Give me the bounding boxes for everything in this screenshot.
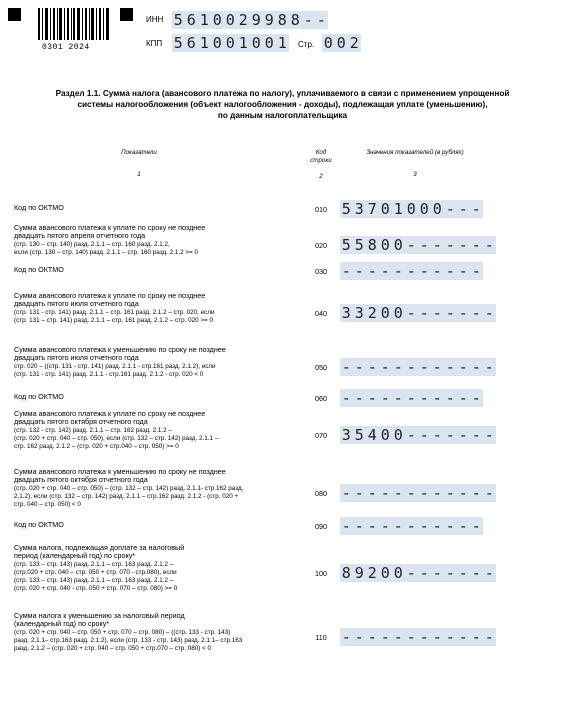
char-cell: - [471, 262, 481, 280]
char-cell: 0 [393, 236, 403, 254]
row-description [14, 468, 299, 509]
char-cell: - [354, 517, 364, 535]
char-cell: 0 [225, 34, 235, 52]
char-cell: - [432, 564, 442, 582]
corner-marker [8, 8, 21, 21]
char-cell: 3 [341, 426, 351, 444]
char-cell: - [445, 517, 455, 535]
row-value-field[interactable] [340, 426, 496, 444]
row-formula-line: (стр. 020 + стр. 040 - стр. 050 + стр. 070 – стр. 080) >= 0 [14, 585, 178, 593]
char-cell: 5 [173, 34, 183, 52]
col-number-1: 1 [137, 171, 141, 178]
char-cell: - [419, 262, 429, 280]
char-cell: - [354, 389, 364, 407]
char-cell: - [484, 628, 494, 646]
row-code: 110 [315, 633, 327, 642]
row-description-line: Код по ОКТМО [14, 265, 64, 274]
char-cell: - [341, 628, 351, 646]
char-cell: - [367, 517, 377, 535]
char-cell: - [406, 304, 416, 322]
char-cell: 5 [173, 11, 183, 29]
char-cell: - [393, 628, 403, 646]
row-description [14, 393, 299, 401]
row-description [14, 292, 299, 325]
char-cell: - [445, 304, 455, 322]
char-cell: 0 [380, 304, 390, 322]
row-description-line: период (календарный год) по сроку* [14, 551, 136, 561]
row-formula-line: 2.1.2), если (стр. 132 – стр. 142) разд. 2.1.1 – стр.162 разд. 2.1.2 - (стр. 020 + [14, 492, 239, 500]
char-cell: 2 [367, 564, 377, 582]
char-cell: - [341, 389, 351, 407]
char-cell: - [458, 484, 468, 502]
barcode [8, 8, 133, 54]
col-header-values: Значения показателей (в рублях) [366, 149, 464, 156]
row-description-line: Сумма авансового платежа к уменьшению по сроку не позднее [14, 345, 226, 354]
row-description-line: двадцать пятого апреля отчетного года [14, 231, 146, 241]
row-formula-line: (стр. 130 – стр. 140) разд. 2.1.1 – стр. 160 разд. 2.1.2, [14, 240, 170, 248]
char-cell: 0 [380, 236, 390, 254]
char-cell: - [406, 358, 416, 376]
col-header-code: Код строки [310, 149, 332, 164]
char-cell: - [354, 262, 364, 280]
char-cell: - [445, 564, 455, 582]
row-code: 030 [315, 267, 327, 276]
row-description-line: Сумма налога к уменьшению за налоговый период [14, 611, 185, 620]
char-cell: 3 [354, 304, 364, 322]
char-cell: 6 [186, 34, 196, 52]
char-cell: - [406, 389, 416, 407]
char-cell: - [471, 426, 481, 444]
char-cell: - [393, 389, 403, 407]
char-cell: - [445, 426, 455, 444]
row-formula-line: (стр. 020 + стр. 040 – стр. 050 + стр. 070 – стр. 080) – ((стр. 133 - стр. 143) [14, 628, 231, 636]
row-formula-line: (стр. 131 – стр. 141) разд. 2.1.1 – стр. 161 разд. 2.1.2 – стр. 020 >= 0 [14, 316, 213, 324]
row-value-field[interactable] [340, 262, 483, 280]
char-cell: - [419, 389, 429, 407]
char-cell: - [471, 389, 481, 407]
char-cell: - [471, 564, 481, 582]
char-cell: 0 [336, 34, 346, 52]
row-code: 090 [315, 522, 327, 531]
char-cell: 8 [290, 11, 300, 29]
row-value-field[interactable] [340, 628, 496, 646]
char-cell: - [341, 358, 351, 376]
row-value-field[interactable] [340, 236, 496, 254]
char-cell: 0 [251, 34, 261, 52]
char-cell: - [419, 236, 429, 254]
char-cell: - [445, 262, 455, 280]
char-cell: 5 [354, 426, 364, 444]
char-cell: 9 [264, 11, 274, 29]
row-code: 100 [315, 569, 327, 578]
row-formula-line: (стр. 132 - стр. 142) разд. 2.1.1 – стр. 162 разд. 2.1.2 – [14, 426, 172, 434]
char-cell: - [458, 262, 468, 280]
char-cell: - [380, 262, 390, 280]
char-cell: - [354, 484, 364, 502]
char-cell: - [432, 304, 442, 322]
char-cell: - [367, 389, 377, 407]
char-cell: - [471, 628, 481, 646]
char-cell: 0 [380, 200, 390, 218]
page-label: Стр. [298, 40, 315, 49]
char-cell: 0 [393, 564, 403, 582]
char-cell: 0 [380, 564, 390, 582]
char-cell: - [432, 628, 442, 646]
row-description-line: Сумма авансового платежа к уплате по сроку не позднее [14, 291, 206, 300]
row-description [14, 612, 299, 653]
row-code: 010 [315, 205, 327, 214]
row-description-line: Сумма авансового платежа к уплате по сроку не позднее [14, 223, 206, 232]
char-cell: - [419, 304, 429, 322]
row-description-line: Сумма авансового платежа к уплате по сроку не позднее [14, 409, 206, 418]
row-description [14, 266, 299, 274]
row-formula-line: (стр.020 + стр. 040 – стр. 050 + стр. 070 - стр.080), если [14, 568, 177, 576]
char-cell: 2 [238, 11, 248, 29]
char-cell: - [406, 236, 416, 254]
char-cell: 1 [277, 34, 287, 52]
row-formula-line: (стр. 133 – стр. 143) разд. 2.1.1 – стр. 163 разд. 2.1.2 – [14, 577, 174, 585]
barcode-bars [38, 8, 110, 40]
char-cell: - [458, 304, 468, 322]
row-description [14, 346, 299, 379]
kpp-field [172, 34, 289, 52]
page-number-field [322, 34, 361, 52]
char-cell: - [484, 564, 494, 582]
inn-label: ИНН [146, 15, 164, 24]
char-cell: 1 [393, 200, 403, 218]
char-cell: - [341, 517, 351, 535]
char-cell: - [471, 236, 481, 254]
char-cell: - [380, 628, 390, 646]
char-cell: - [458, 200, 468, 218]
row-formula-line: разд. 2.1.1– стр.163 разд. 2.1.2), если (стр. 133 - стр. 143) разд. 2.1.1– стр.163 [14, 636, 243, 644]
char-cell: 3 [354, 200, 364, 218]
char-cell: - [458, 236, 468, 254]
char-cell: - [432, 426, 442, 444]
char-cell: - [393, 262, 403, 280]
row-description-line: двадцать пятого июля отчетного года [14, 299, 139, 309]
char-cell: - [380, 389, 390, 407]
char-cell: 0 [393, 304, 403, 322]
row-formula-line: стр. 040 – стр. 050) < 0 [14, 501, 81, 509]
char-cell: 0 [212, 34, 222, 52]
row-description-line: Код по ОКТМО [14, 392, 64, 401]
row-code: 040 [315, 309, 327, 318]
char-cell: - [458, 517, 468, 535]
char-cell: - [406, 484, 416, 502]
char-cell: 0 [432, 200, 442, 218]
char-cell: 0 [419, 200, 429, 218]
char-cell: 1 [199, 34, 209, 52]
char-cell: - [367, 358, 377, 376]
row-value-field[interactable] [340, 304, 496, 322]
char-cell: - [406, 517, 416, 535]
row-description [14, 521, 299, 529]
char-cell: - [471, 484, 481, 502]
char-cell: 4 [367, 426, 377, 444]
char-cell: - [471, 358, 481, 376]
char-cell: - [419, 517, 429, 535]
char-cell: 0 [264, 34, 274, 52]
char-cell: - [367, 628, 377, 646]
char-cell: - [432, 484, 442, 502]
row-description [14, 410, 299, 451]
char-cell: - [419, 564, 429, 582]
char-cell: - [471, 200, 481, 218]
char-cell: 0 [393, 426, 403, 444]
char-cell: - [471, 517, 481, 535]
char-cell: - [458, 628, 468, 646]
inn-field [172, 11, 328, 29]
char-cell: 9 [251, 11, 261, 29]
row-formula-line: разд. 2.1.2 – (стр. 020 + стр. 040 – стр. 050 + стр.070 – стр. 080) < 0 [14, 645, 212, 653]
col-number-2: 2 [319, 173, 323, 180]
char-cell: - [419, 426, 429, 444]
char-cell: - [354, 358, 364, 376]
char-cell: 2 [349, 34, 359, 52]
row-code: 060 [315, 394, 327, 403]
row-formula-line: стр. 162 разд. 2.1.2 – (стр. 020 + стр.040 – стр. 050) >= 0 [14, 443, 179, 451]
row-description-line: двадцать пятого октября отчетного года [14, 475, 148, 485]
row-code: 080 [315, 489, 327, 498]
char-cell: 5 [341, 236, 351, 254]
char-cell: - [458, 358, 468, 376]
col-header-indicators: Показатели [121, 149, 157, 156]
row-formula-line: (стр. 020 + стр. 040 – стр. 050) – (стр. 132 – стр. 142) разд. 2.1.1- стр.162 разд. [14, 484, 244, 492]
char-cell: - [341, 484, 351, 502]
char-cell: 0 [406, 200, 416, 218]
char-cell: 5 [341, 200, 351, 218]
char-cell: 2 [367, 304, 377, 322]
char-cell: 0 [212, 11, 222, 29]
char-cell: - [367, 484, 377, 502]
char-cell: - [303, 11, 313, 29]
char-cell: - [367, 262, 377, 280]
char-cell: 0 [380, 426, 390, 444]
char-cell: - [432, 358, 442, 376]
row-description-line: Сумма налога, подлежащая доплате за налоговый [14, 543, 185, 552]
char-cell: - [393, 358, 403, 376]
row-description-line: Сумма авансового платежа к уменьшению по сроку не позднее [14, 467, 226, 476]
char-cell: - [445, 484, 455, 502]
char-cell: - [432, 389, 442, 407]
char-cell: - [393, 484, 403, 502]
char-cell: - [419, 358, 429, 376]
section-title: Раздел 1.1. Сумма налога (авансового платежа по налогу), уплачиваемого в связи с применением упрощенной системы налогообложения (объект налогообложения - доходы), подлежащая уплате (уменьшению), по данным налогоплательщика [55, 89, 510, 120]
char-cell: - [484, 358, 494, 376]
char-cell: - [341, 262, 351, 280]
char-cell: - [316, 11, 326, 29]
row-code: 070 [315, 431, 327, 440]
kpp-label: КПП [146, 39, 163, 48]
char-cell: 6 [186, 11, 196, 29]
char-cell: - [380, 358, 390, 376]
char-cell: - [484, 304, 494, 322]
char-cell: - [432, 262, 442, 280]
char-cell: - [432, 517, 442, 535]
char-cell: - [354, 628, 364, 646]
row-value-field[interactable] [340, 200, 483, 218]
char-cell: - [393, 517, 403, 535]
char-cell: - [458, 426, 468, 444]
char-cell: - [445, 358, 455, 376]
char-cell: 5 [354, 236, 364, 254]
char-cell: - [406, 426, 416, 444]
row-value-field[interactable] [340, 358, 496, 376]
char-cell: - [432, 236, 442, 254]
char-cell: 0 [323, 34, 333, 52]
char-cell: - [406, 564, 416, 582]
row-description [14, 544, 299, 594]
row-description [14, 204, 299, 212]
row-description-line: двадцать пятого июля отчетного года [14, 353, 139, 363]
char-cell: - [380, 517, 390, 535]
row-formula-line: (стр. 131 - стр. 141) разд. 2.1.1 - стр.161 разд. 2.1.2 - стр. 020 < 0 [14, 370, 204, 378]
char-cell: - [458, 389, 468, 407]
char-cell: - [458, 564, 468, 582]
char-cell: - [380, 484, 390, 502]
char-cell: 0 [225, 11, 235, 29]
char-cell: - [484, 426, 494, 444]
char-cell: - [471, 304, 481, 322]
char-cell: - [445, 389, 455, 407]
char-cell: - [419, 484, 429, 502]
char-cell: 8 [367, 236, 377, 254]
col-number-3: 3 [413, 171, 417, 178]
row-description [14, 224, 299, 257]
row-code: 050 [315, 363, 327, 372]
row-formula-line: (стр. 020 + стр. 040 – стр. 050), если (стр. 132 – стр. 142) разд. 2.1.1 – [14, 434, 219, 442]
char-cell: - [419, 628, 429, 646]
char-cell: - [445, 628, 455, 646]
char-cell: 3 [341, 304, 351, 322]
char-cell: 1 [199, 11, 209, 29]
row-formula-line: (стр. 133 – стр. 143) разд. 2.1.1 – стр. 163 разд. 2.1.2 – [14, 560, 174, 568]
char-cell: - [406, 628, 416, 646]
row-value-field[interactable] [340, 389, 483, 407]
char-cell: 1 [238, 34, 248, 52]
row-description-line: Код по ОКТМО [14, 520, 64, 529]
char-cell: - [445, 200, 455, 218]
barcode-digits: 0301 2024 [42, 43, 90, 52]
row-description-line: двадцать пятого октября отчетного года [14, 417, 148, 427]
row-formula-line: стр. 020 – ((стр. 131 - стр. 141) разд. 2.1.1 - стр.161 разд. 2.1.2), если [14, 362, 216, 370]
char-cell: 7 [367, 200, 377, 218]
row-value-field[interactable] [340, 517, 483, 535]
row-value-field[interactable] [340, 564, 496, 582]
char-cell: - [445, 236, 455, 254]
row-formula-line: если (стр. 130 – стр. 140) разд. 2.1.1 – стр. 160 разд. 2.1.2 >= 0 [14, 248, 198, 256]
row-code: 020 [315, 241, 327, 250]
row-description-line: Код по ОКТМО [14, 203, 64, 212]
char-cell: - [484, 236, 494, 254]
corner-marker [120, 8, 133, 21]
row-value-field[interactable] [340, 484, 496, 502]
char-cell: 9 [354, 564, 364, 582]
char-cell: 8 [341, 564, 351, 582]
char-cell: 8 [277, 11, 287, 29]
row-description-line: (календарный год) по сроку* [14, 619, 110, 629]
char-cell: - [406, 262, 416, 280]
row-formula-line: (стр. 131 - стр. 141) разд. 2.1.1 – стр. 161 разд. 2.1.2 – стр. 020, если [14, 308, 215, 316]
char-cell: - [484, 484, 494, 502]
